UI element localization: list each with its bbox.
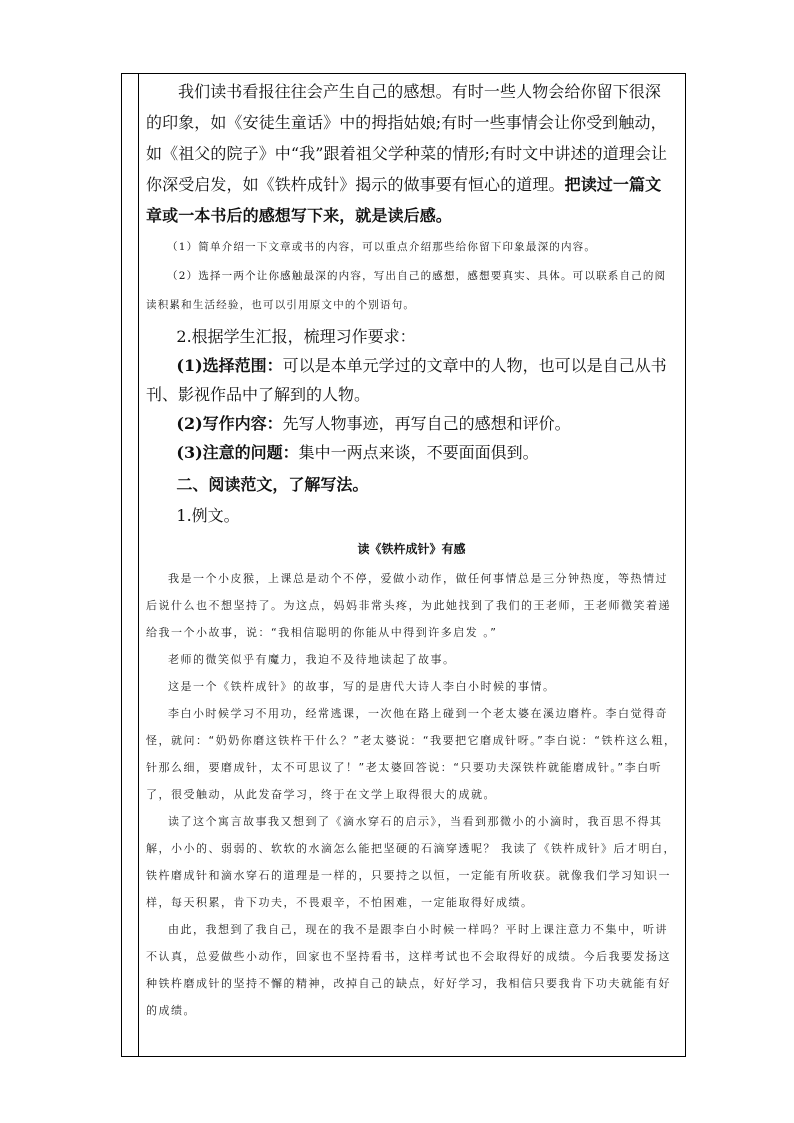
intro-text: 我们读书看报往往会产生自己的感想。有时一些人物会给你留下很深的印象，如《安徒生童话》中的拇指姑娘;有时一些事情会让你受到触动，如《祖父的院子》中“我”跟着祖父学种菜的情形;有时文中讲述的道理会让你深受启发，如《铁杵成针》揭示的做事要有恒心的道理。: [146, 82, 668, 194]
essay-paragraph-2: 老师的微笑似乎有魔力，我迫不及待地读起了故事。: [168, 653, 456, 666]
requirement-label: (2)写作内容：: [176, 414, 283, 433]
section-heading: 二、阅读范文，了解写法。: [176, 475, 369, 494]
tip-1: （1）简单介绍一下文章或书的内容，可以重点介绍那些给你留下印象最深的内容。: [167, 241, 597, 253]
requirements-heading: 2.根据学生汇报，梳理习作要求：: [176, 327, 416, 346]
requirement-item-1: [146, 351, 677, 409]
essay-paragraph-6: 由此，我想到了我自己，现在的我不是跟李白小时候一样吗？平时上课注意力不集中，听讲不认真，总爱做些小动作，回家也不坚持看书，这样考试也不会取得好的成绩。今后我要发扬这种铁杵磨成针的坚持不懈的精神，改掉自己的缺点，好好学习，我相信只要我肯下功夫就能有好的成绩。: [146, 923, 671, 1017]
essay-paragraph-1: 我是一个小皮猴，上课总是动个不停，爱做小动作，做任何事情总是三分钟热度，等热情过后说什么也不想坚持了。为这点，妈妈非常头疼，为此她找到了我们的王老师，王老师微笑着递给我一个小故事，说：“我相信聪明的你能从中得到许多启发 。”: [146, 572, 671, 639]
table-content-cell: [146, 76, 677, 1024]
requirement-text: 集中一两点来谈，不要面面俱到。: [298, 443, 539, 462]
example-label: 1.例文。: [176, 506, 240, 525]
requirement-text: 先写人物事迹，再写自己的感想和评价。: [282, 414, 571, 433]
intro-definition: 把读过一篇文章或一本书后的感想写下来，就是读后感。: [146, 175, 662, 225]
table-left-column: [122, 74, 139, 1056]
essay-paragraph-3: 这是一个《铁杵成针》的故事，写的是唐代大诗人李白小时候的事情。: [168, 680, 556, 693]
requirement-label: (3)注意的问题：: [176, 443, 299, 462]
tip-2: （2）选择一两个让你感触最深的内容，写出自己的感想，感想要真实、具体。可以联系自己的阅读积累和生活经验，也可以引用原文中的个别语句。: [146, 270, 667, 311]
requirement-text: 可以是本单元学过的文章中的人物，也可以是自己从书刊、影视作品中了解到的人物。: [146, 356, 667, 404]
requirement-item-3: [146, 438, 677, 467]
essay-title: 读《铁杵成针》有感: [357, 542, 466, 556]
requirement-label: (1)选择范围：: [176, 356, 283, 375]
intro-paragraph: [146, 76, 677, 231]
essay-paragraph-4: 李白小时候学习不用功，经常逃课，一次他在路上碰到一个老太婆在溪边磨杵。李白觉得奇怪，就问：“奶奶你磨这铁杵干什么？”老太婆说：“我要把它磨成针呀。”李白说：“铁杵这么粗，针那么细，要磨成针，太不可思议了！”老太婆回答说：“只要功夫深铁杵就能磨成针。”李白听了，很受触动，从此发奋学习，终于在文学上取得很大的成就。: [146, 707, 677, 801]
requirement-item-2: [146, 409, 677, 438]
essay-paragraph-5: 读了这个寓言故事我又想到了《滴水穿石的启示》，当看到那微小的小滴时，我百思不得其解，小小的、弱弱的、软软的水滴怎么能把坚硬的石滴穿透呢？ 我读了《铁杵成针》后才明白，铁杵磨成针和滴水穿石的道理是一样的，只要持之以恒，一定能有所收获。就像我们学习知识一样，每天积累，肯下功夫，不畏艰辛，不怕困难，一定能取得好成绩。: [146, 815, 676, 909]
lesson-table: [121, 73, 686, 1057]
